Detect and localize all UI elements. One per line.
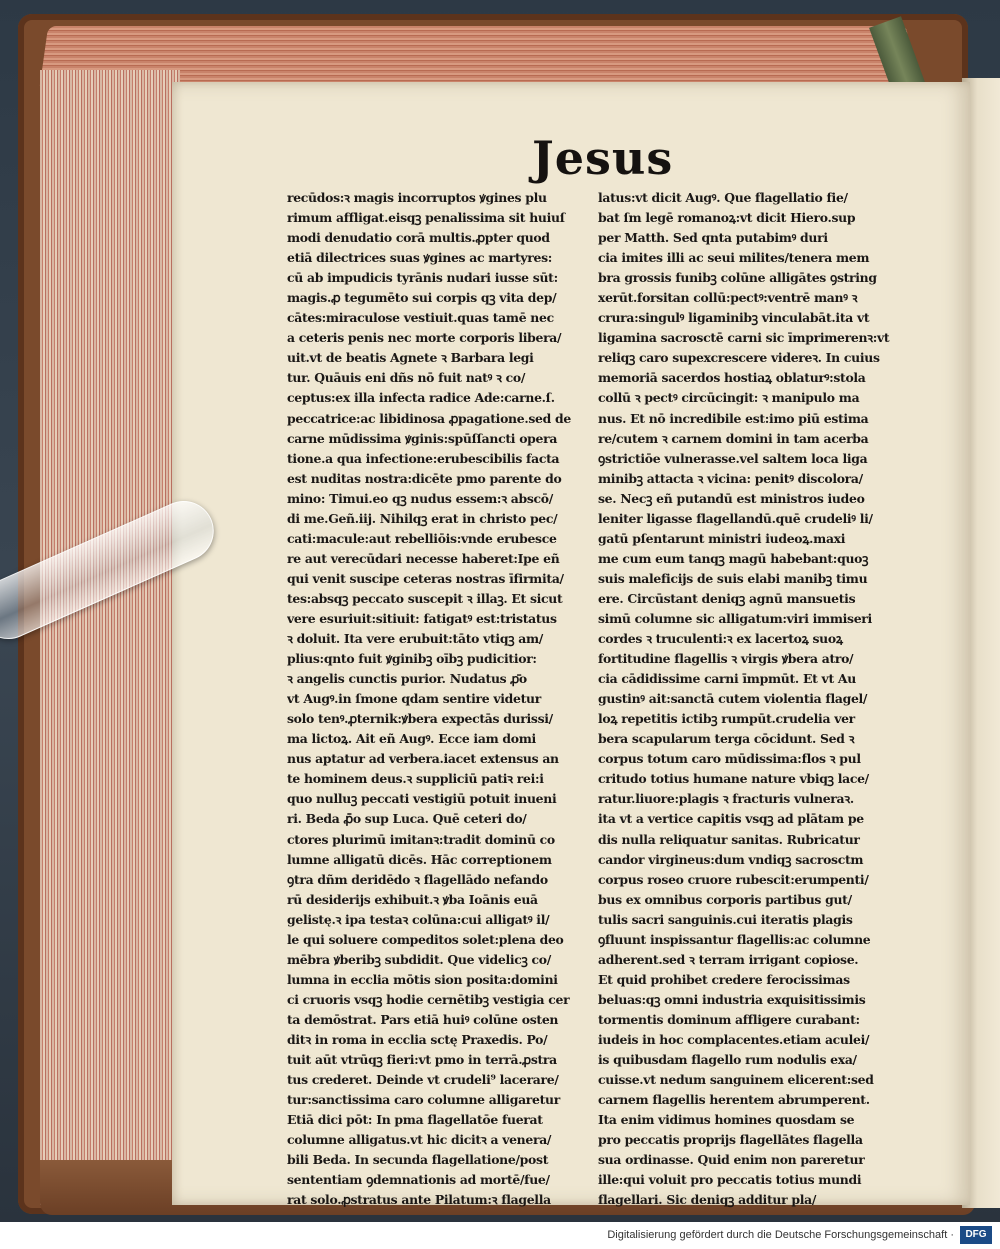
text-line: tus crederet. Deinde vt crudeli⁹ lacerare/ bbox=[287, 1072, 559, 1088]
text-line: cuisse.vt nedum sanguinem elicerent:sed bbox=[598, 1072, 874, 1088]
text-line: ꝯstrictiōe vulnerasse.vel saltem loca liga bbox=[598, 450, 868, 466]
text-line: a ceteris penis nec morte corporis libera/ bbox=[287, 330, 562, 346]
footer-bar bbox=[0, 1222, 1000, 1249]
page-edges-left bbox=[40, 70, 180, 1205]
footer-credit: Digitalisierung gefördert durch die Deutsche Forschungsgemeinschaft · bbox=[607, 1229, 954, 1241]
text-line: se. Necꝫ eñ putandū est ministros iudeo bbox=[598, 490, 865, 506]
text-line: mino: Timui.eo qꝫ nudus essem:ꝛ abscō/ bbox=[287, 490, 553, 506]
text-line: plius:qnto fuit ꝟginibꝫ oībꝫ pudicitior: bbox=[287, 651, 537, 667]
text-line: rat solo.ꝓstratus ante Pilatum:ꝛ flagella bbox=[287, 1192, 551, 1208]
text-line: etiā dilectrices suas ꝟgines ac martyres: bbox=[287, 250, 553, 266]
text-line: gelistę.ꝛ ipa testaꝛ colūna:cui alligatꝰ il/ bbox=[287, 911, 550, 927]
text-line: Etiā dici pōt: In pma flagellatōe fuerat bbox=[287, 1112, 543, 1128]
text-line: sua ordinasse. Quid enim non pareretur bbox=[598, 1152, 865, 1168]
text-line: pro peccatis proprijs flagellātes flagella bbox=[598, 1132, 863, 1148]
text-line: ꝯtra dñm deridēdo ꝛ flagellādo nefando bbox=[287, 871, 548, 887]
text-line: ctores plurimū imitanꝛ:tradit dominū co bbox=[287, 831, 555, 847]
text-line: ꝯfluunt inspissantur flagellis:ac columne bbox=[598, 931, 871, 947]
text-line: ita vt a vertice capitis vsqꝫ ad plātam pe bbox=[598, 811, 864, 827]
text-line: re/cutem ꝛ carnem domini in tam acerba bbox=[598, 430, 869, 446]
text-line: reliqꝫ caro supexcrescere videreꝛ. In cuius bbox=[598, 350, 880, 366]
dfg-logo: DFG bbox=[960, 1226, 992, 1244]
text-line: vere esuriuit:sitiuit: fatigatꝰ est:tristatus bbox=[287, 610, 557, 626]
text-line: ille:qui voluit pro peccatis totius mundi bbox=[598, 1172, 862, 1188]
text-line: tione.a qua infectione:erubescibilis facta bbox=[287, 450, 560, 466]
text-line: nus. Et nō incredibile est:imo piū estima bbox=[598, 410, 869, 426]
text-line: crura:singulꝰ ligaminibꝫ vinculabāt.ita vt bbox=[598, 310, 870, 326]
text-line: ꝛ angelis cunctis purior. Nudatus ꝓ̄o bbox=[287, 671, 527, 687]
text-line: tur. Quāuis eni dñs nō fuit natꝰ ꝛ co/ bbox=[287, 370, 526, 386]
text-line: bat ſm legē romanoꝝ:vt dicit Hiero.sup bbox=[598, 210, 856, 226]
text-line: cati:macule:aut rebelliōis:vnde erubesce bbox=[287, 530, 557, 546]
text-line: re aut verecūdari necesse haberet:Ipe eñ bbox=[287, 550, 560, 566]
left-text-column bbox=[287, 188, 609, 1210]
text-line: ratur.liuore:plagis ꝛ fracturis vulneraꝛ. bbox=[598, 791, 854, 807]
text-line: qui venit suscipe ceteras nostras īfirmita/ bbox=[287, 570, 564, 586]
text-line: adherent.sed ꝛ terram irrigant copiose. bbox=[598, 951, 859, 967]
text-line: Et quid prohibet credere ferocissimas bbox=[598, 971, 850, 987]
text-line: vt Augꝰ.in ſmone qdam sentire videtur bbox=[287, 691, 541, 707]
text-line: rū desiderijs exhibuit.ꝛ ꝟba Ioānis euā bbox=[287, 891, 538, 907]
text-line: te hominem deus.ꝛ suppliciū patiꝛ rei:i bbox=[287, 771, 544, 787]
right-text-column bbox=[598, 188, 904, 1210]
text-line: bra grossis funibꝫ colūne alligātes ꝯstring bbox=[598, 270, 877, 286]
text-line: lumna in ecclia mōtis sion posita:domini bbox=[287, 971, 558, 987]
text-line: xerūt.forsitan collū:pectꝰ:ventrē manꝰ ꝛ bbox=[598, 290, 858, 306]
text-line: mēbra ꝟberibꝫ subdidit. Que videlicꝫ co/ bbox=[287, 951, 551, 967]
text-line: flagellari. Sic deniqꝫ additur pla/ bbox=[598, 1192, 817, 1208]
text-line: est nuditas nostra:dicēte pmo parente do bbox=[287, 470, 562, 486]
text-line: gatū pſentarunt ministri iudeoꝝ.maxi bbox=[598, 530, 846, 546]
text-line: ci cruoris vsqꝫ hodie cernētibꝫ vestigia cer bbox=[287, 991, 570, 1007]
text-line: beluas:qꝫ omni industria exquisitissimis bbox=[598, 991, 866, 1007]
text-line: tur:sanctissima caro columne alligaretur bbox=[287, 1092, 560, 1108]
text-line: ligamina sacrosctē carni sic īmprimerenꝛ:vt bbox=[598, 330, 890, 346]
text-line: suis maleficijs de suis elabi manibꝫ timu bbox=[598, 570, 868, 586]
text-line: cātes:miraculose vestiuit.quas tamē nec bbox=[287, 310, 554, 326]
text-line: memoriā sacerdos hostiaꝝ oblaturꝰ:stola bbox=[598, 370, 866, 386]
text-line: uit.vt de beatis Agnete ꝛ Barbara legi bbox=[287, 350, 534, 366]
text-line: bera scapularum terga cōcidunt. Sed ꝛ bbox=[598, 731, 855, 747]
text-line: ri. Beda ꝓ̄o sup Luca. Quē ceteri do/ bbox=[287, 811, 527, 827]
text-line: ditꝛ in roma in ecclia sctę Praxedis. Po/ bbox=[287, 1031, 548, 1047]
text-line: modi denudatio corā multis.ꝓpter quod bbox=[287, 230, 550, 246]
text-line: corpus totum caro mūdissima:flos ꝛ pul bbox=[598, 751, 861, 767]
text-line: peccatrice:ac libidinosa ꝓpagatione.sed de bbox=[287, 410, 571, 426]
text-line: carne mūdissima ꝟginis:spūſſancti opera bbox=[287, 430, 558, 446]
text-line: magis.ꝓ tegumēto sui corpis qꝫ vita dep/ bbox=[287, 290, 557, 306]
text-line: recūdos:ꝛ magis incorruptos ꝟgines plu bbox=[287, 190, 547, 205]
text-line: leniter ligasse flagellandū.quē crudeliꝰ li/ bbox=[598, 510, 873, 526]
text-line: lumne alligatū dicēs. Hāc correptionem bbox=[287, 851, 552, 867]
text-line: bus ex omnibus corporis partibus gut/ bbox=[598, 891, 852, 907]
text-line: tes:absqꝫ peccato suscepit ꝛ illaꝫ. Et sicut bbox=[287, 590, 563, 606]
text-line: tormentis dominum affligere curabant: bbox=[598, 1011, 860, 1027]
text-line: minibꝫ attacta ꝛ vicina: penitꝰ discolora/ bbox=[598, 470, 863, 486]
text-line: bili Beda. In secunda flagellatione/post bbox=[287, 1152, 549, 1168]
text-line: ꝛ doluit. Ita vere erubuit:tāto vtiqꝫ am/ bbox=[287, 631, 544, 647]
text-line: rimum affligat.eisqꝫ penalissima sit huiuſ bbox=[287, 210, 565, 226]
text-line: latus:vt dicit Augꝰ. Que flagellatio fie/ bbox=[598, 190, 848, 205]
text-line: cia cādidissime carni īmpmūt. Et vt Au bbox=[598, 671, 856, 687]
text-line: collū ꝛ pectꝰ circūcingit: ꝛ manipulo ma bbox=[598, 390, 860, 406]
text-line: Ita enim vidimus homines quosdam se bbox=[598, 1112, 855, 1128]
text-line: loꝝ repetitis ictibꝫ rumpūt.crudelia ver bbox=[598, 711, 855, 727]
text-line: candor virgineus:dum vndiqꝫ sacrosctm bbox=[598, 851, 864, 867]
text-line: di me.Geñ.iij. Nihilqꝫ erat in christo pec/ bbox=[287, 510, 558, 526]
text-line: carnem flagellis herentem abrumperent. bbox=[598, 1092, 870, 1108]
text-line: cū ab impudicis tyrānis nudari iusse sūt: bbox=[287, 270, 558, 286]
text-line: fortitudine flagellis ꝛ virgis ꝟbera atro/ bbox=[598, 651, 854, 667]
text-line: cordes ꝛ truculenti:ꝛ ex lacertoꝝ suoꝝ bbox=[598, 631, 843, 647]
text-line: solo tenꝰ.ꝓternik:ꝟbera expectās durissi/ bbox=[287, 711, 553, 727]
page-header: Jesus bbox=[532, 131, 674, 185]
text-line: columne alligatus.vt hic dicitꝛ a venera/ bbox=[287, 1132, 552, 1148]
text-line: ceptus:ex illa infecta radice Ade:carne.ſ. bbox=[287, 390, 555, 406]
text-line: per Matth. Sed qnta putabimꝰ duri bbox=[598, 230, 828, 246]
text-line: iudeis in hoc complacentes.etiam aculei/ bbox=[598, 1031, 870, 1047]
text-line: is quibusdam flagello rum nodulis exa/ bbox=[598, 1052, 857, 1068]
text-line: tulis sacri sanguinis.cui iteratis plagis bbox=[598, 911, 853, 927]
text-line: ta demōstrat. Pars etiā huiꝰ colūne osten bbox=[287, 1011, 559, 1027]
text-line: me cum eum tanqꝫ magū habebant:quoꝫ bbox=[598, 550, 869, 566]
text-line: tuit aūt vtrūqꝫ fieri:vt pmo in terrā.ꝓstra bbox=[287, 1052, 557, 1068]
text-line: gustinꝰ ait:sanctā cutem violentia flagel/ bbox=[598, 691, 868, 707]
text-line: cia imites illi ac seui milites/tenera mem bbox=[598, 250, 870, 266]
text-line: quo nulluꝫ peccati vestigiū potuit inueni bbox=[287, 791, 557, 807]
text-line: le qui soluere compeditos solet:plena deo bbox=[287, 931, 564, 947]
text-line: corpus roseo cruore rubescit:erumpenti/ bbox=[598, 871, 869, 887]
text-line: ere. Circūstant deniqꝫ agnū mansuetis bbox=[598, 590, 856, 606]
text-line: ma lictoꝝ. Ait eñ Augꝰ. Ecce iam domi bbox=[287, 731, 536, 747]
text-line: dis nulla reliquatur sanitas. Rubricatur bbox=[598, 831, 860, 847]
text-line: nus aptatur ad verbera.iacet extensus an bbox=[287, 751, 559, 767]
text-line: sententiam ꝯdemnationis ad mortē/fue/ bbox=[287, 1172, 550, 1188]
text-line: critudo totius humane nature vbiqꝫ lace/ bbox=[598, 771, 869, 787]
text-line: simū columne sic alligatum:viri immiseri bbox=[598, 610, 872, 626]
